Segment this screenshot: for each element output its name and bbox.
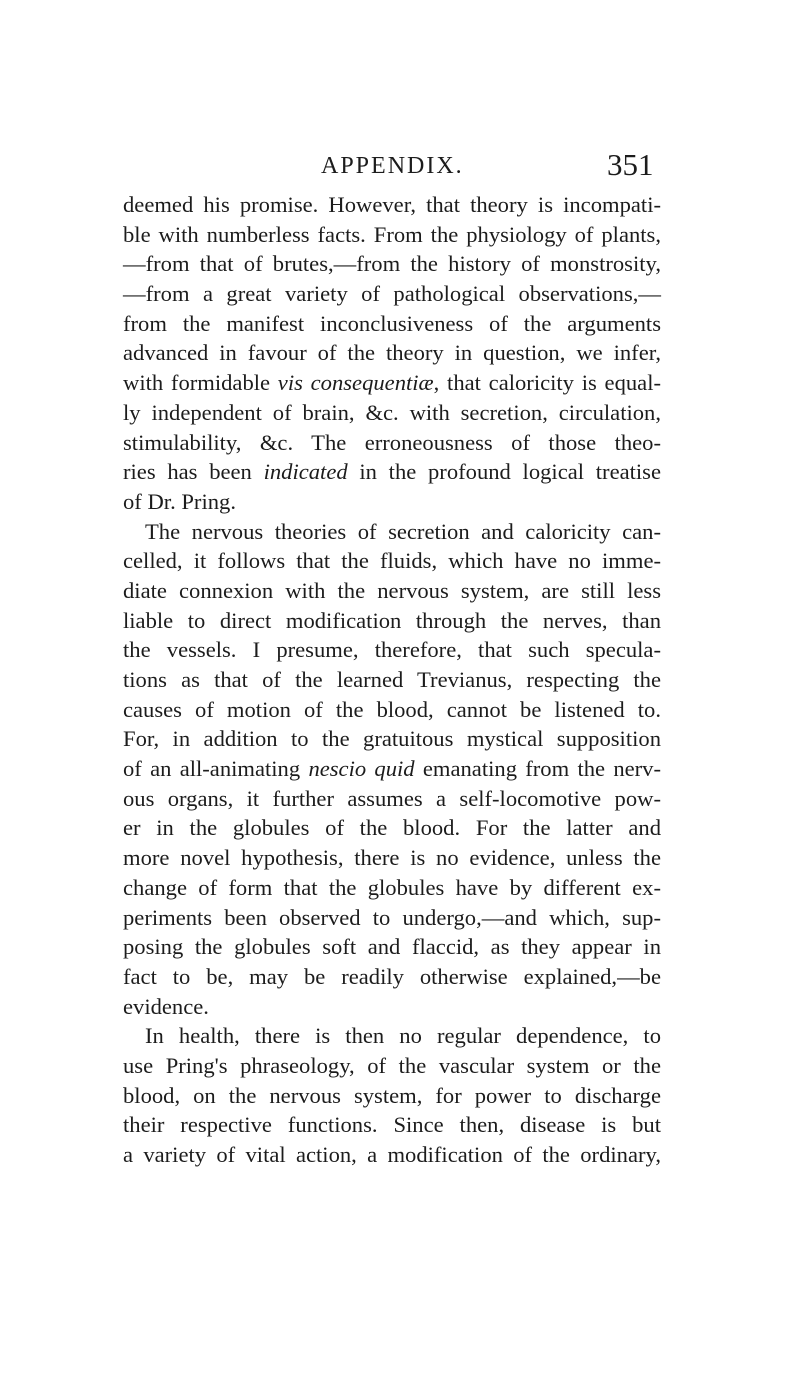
text-line: fact to be, may be readily otherwise explained,—be: [123, 963, 661, 989]
text-line: advanced in favour of the theory in question, we infer,: [123, 340, 661, 366]
text-line: ble with numberless facts. From the physiology of plants,: [123, 221, 661, 247]
line-fragment: of an all-animating: [123, 756, 309, 782]
text-line: stimulability, &c. The erroneousness of those theo-: [123, 429, 661, 455]
text-line: [123, 754, 661, 784]
text-line: —from that of brutes,—from the history of monstrosity,: [123, 251, 661, 277]
text-line: more novel hypothesis, there is no evidence, unless the: [123, 845, 661, 871]
line-fragment: emanating from the nerv-: [414, 756, 661, 782]
emphasized-word: indicated: [263, 459, 348, 485]
text-line: [123, 457, 661, 487]
latin-phrase: nescio quid: [308, 756, 415, 782]
text-line: diate connexion with the nervous system, are still less: [123, 577, 661, 603]
text-line: [123, 368, 661, 398]
text-line: ly independent of brain, &c. with secretion, circulation,: [123, 399, 661, 425]
paragraph-start-line: The nervous theories of secretion and caloricity can-: [145, 518, 661, 544]
line-fragment: in the profound logical treatise: [347, 459, 661, 485]
text-line: ous organs, it further assumes a self-locomotive pow-: [123, 785, 661, 811]
text-line: er in the globules of the blood. For the latter and: [123, 815, 661, 841]
text-line: a variety of vital action, a modification of the ordinary,: [123, 1142, 661, 1167]
paragraph-start-line: In health, there is then no regular dependence, to: [145, 1023, 661, 1049]
text-line: —from a great variety of pathological observations,—: [123, 281, 661, 307]
text-line: causes of motion of the blood, cannot be listened to.: [123, 696, 661, 722]
text-line: For, in addition to the gratuitous mystical supposition: [123, 726, 661, 752]
text-line: change of form that the globules have by different ex-: [123, 874, 661, 900]
text-line: celled, it follows that the fluids, which have no imme-: [123, 548, 661, 574]
text-line: posing the globules soft and flaccid, as they appear in: [123, 934, 661, 960]
line-fragment: ries has been: [123, 459, 264, 485]
text-line: deemed his promise. However, that theory is incompati-: [123, 192, 661, 217]
page-number: 351: [607, 147, 654, 182]
text-line: liable to direct modification through the nerves, than: [123, 607, 661, 633]
text-line: tions as that of the learned Trevianus, respecting the: [123, 667, 661, 692]
paragraph-end-line: evidence.: [123, 993, 209, 1019]
text-line: their respective functions. Since then, disease is but: [123, 1112, 661, 1138]
paragraph-end-line: of Dr. Pring.: [123, 488, 236, 514]
line-fragment: , that caloricity is equal-: [433, 370, 661, 396]
text-line: from the manifest inconclusiveness of the arguments: [123, 310, 661, 336]
body-text: [123, 190, 661, 1170]
text-line: blood, on the nervous system, for power to discharge: [123, 1082, 661, 1108]
latin-phrase: vis consequentiæ: [277, 370, 434, 396]
line-fragment: with formidable: [123, 370, 278, 396]
text-line: use Pring's phraseology, of the vascular system or the: [123, 1052, 661, 1078]
text-line: the vessels. I presume, therefore, that such specula-: [123, 637, 661, 663]
header-title: APPENDIX.: [321, 153, 464, 179]
text-line: periments been observed to undergo,—and which, sup-: [123, 904, 661, 930]
running-head: [0, 148, 800, 184]
